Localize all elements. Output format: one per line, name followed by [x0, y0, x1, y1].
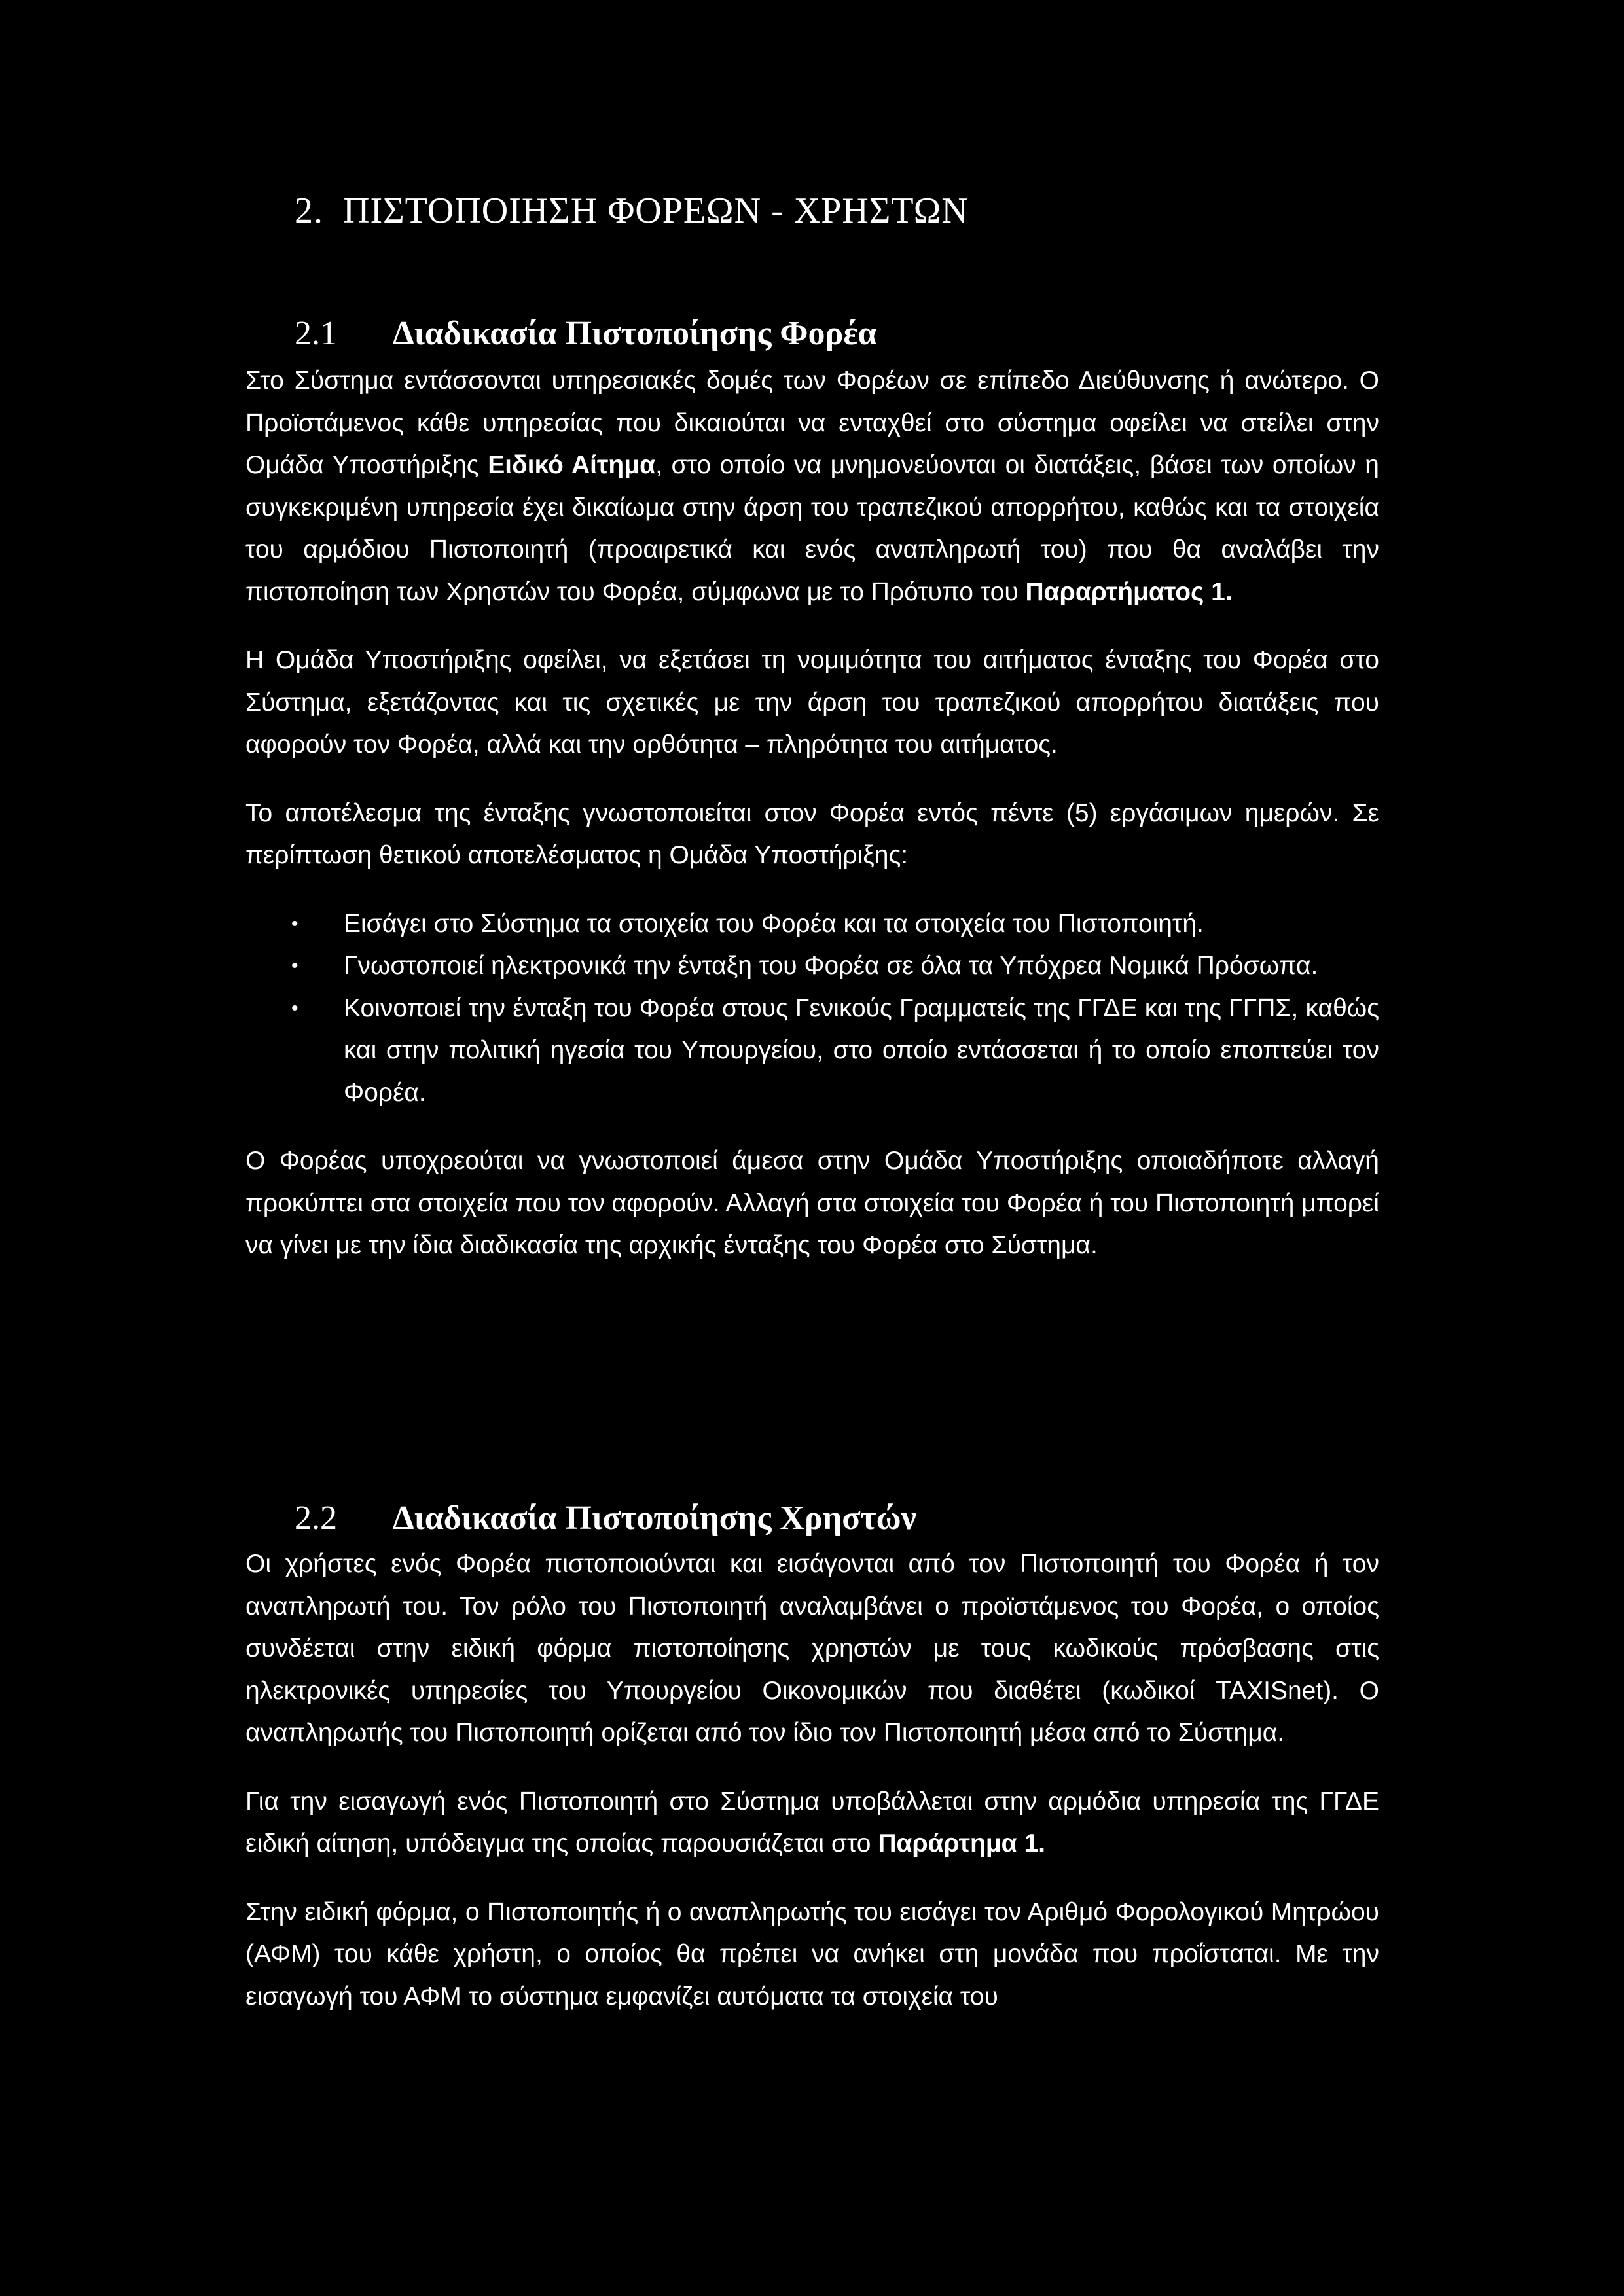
bold-text: Παραρτήματος 1. — [1025, 577, 1233, 606]
bold-text: Ειδικό Αίτημα — [488, 451, 656, 479]
paragraph: Για την εισαγωγή ενός Πιστοποιητή στο Σύστημα υποβάλλεται στην αρμόδια υπηρεσία της ΓΓΔΕ ειδική αίτηση, υπόδειγμα της οποίας παρουσιάζεται στο Παράρτημα 1. — [245, 1787, 1379, 1857]
list-item: • Γνωστοποιεί ηλεκτρονικά την ένταξη του Φορέα σε όλα τα Υπόχρεα Νομικά Πρόσωπα. — [245, 945, 1379, 988]
subsection-number: 2.1 — [295, 315, 337, 352]
subsection-heading-2-1 — [295, 314, 877, 353]
list-item: • Εισάγει στο Σύστημα τα στοιχεία του Φορέα και τα στοιχεία του Πιστοποιητή. — [245, 903, 1379, 946]
bullet-icon: • — [291, 955, 298, 977]
list-item: • Κοινοποιεί την ένταξη του Φορέα στους Γενικούς Γραμματείς της ΓΓΔΕ και της ΓΓΠΣ, καθώς και στην πολιτική ηγεσία του Υπουργείου, στο οποίο εντάσσεται ή το οποίο εποπτεύει τον Φορέα. — [245, 988, 1379, 1115]
paragraph: Το αποτέλεσμα της ένταξης γνωστοποιείται στον Φορέα εντός πέντε (5) εργάσιμων ημερών. Σε περίπτωση θετικού αποτελέσματος η Ομάδα Υποστήριξης: — [245, 798, 1379, 869]
paragraph: Η Ομάδα Υποστήριξης οφείλει, να εξετάσει τη νομιμότητα του αιτήματος ένταξης του Φορέα στο Σύστημα, εξετάζοντας και τις σχετικές με την άρση του τραπεζικού απορρήτου διατάξεις που αφορούν τον Φορέα, αλλά και την ορθότητα – πληρότητα του αιτήματος. — [245, 646, 1379, 759]
subsection-title: Διαδικασία Πιστοποίησης Φορέα — [393, 315, 877, 352]
subsection-2-2-body — [245, 1543, 1379, 2018]
section-title: ΠΙΣΤΟΠΟΙΗΣΗ ΦΟΡΕΩΝ - ΧΡΗΣΤΩΝ — [343, 190, 969, 231]
bullet-list — [245, 903, 1379, 1115]
section-number: 2. — [295, 190, 323, 231]
subsection-title: Διαδικασία Πιστοποίησης Χρηστών — [393, 1499, 916, 1537]
subsection-heading-2-2 — [295, 1499, 916, 1537]
subsection-2-1-body — [245, 360, 1379, 1267]
paragraph: Ο Φορέας υποχρεούται να γνωστοποιεί άμεσα στην Ομάδα Υποστήριξης οποιαδήποτε αλλαγή προκύπτει στα στοιχεία που τον αφορούν. Αλλαγή στα στοιχεία του Φορέα ή του Πιστοποιητή μπορεί να γίνει με την ίδια διαδικασία της αρχικής ένταξης του Φορέα στο Σύστημα. — [245, 1147, 1379, 1259]
section-heading-2 — [295, 190, 969, 232]
bullet-icon: • — [291, 912, 298, 935]
subsection-number: 2.2 — [295, 1499, 337, 1537]
bullet-icon: • — [291, 997, 298, 1019]
paragraph: Στο Σύστημα εντάσσονται υπηρεσιακές δομές των Φορέων σε επίπεδο Διεύθυνσης ή ανώτερο. Ο Προϊστάμενος κάθε υπηρεσίας που δικαιούται να ενταχθεί στο σύστημα οφείλει να στείλει στην Ομάδα Υποστήριξης Ειδικό Αίτημα, στο οποίο να μνημονεύονται οι διατάξεις, βάσει των οποίων η συγκεκριμένη υπηρεσία έχει δικαίωμα στην άρση του τραπεζικού απορρήτου, καθώς και τα στοιχεία του αρμόδιου Πιστοποιητή (προαιρετικά και ενός αναπληρωτή του) που θα αναλάβει την πιστοποίηση των Χρηστών του Φορέα, σύμφωνα με το Πρότυπο του Παραρτήματος 1. — [245, 367, 1379, 606]
paragraph: Οι χρήστες ενός Φορέα πιστοποιούνται και εισάγονται από τον Πιστοποιητή του Φορέα ή τον αναπληρωτή του. Τον ρόλο του Πιστοποιητή αναλαμβάνει ο προϊστάμενος του Φορέα, ο οποίος συνδέεται στην ειδική φόρμα πιστοποίησης χρηστών με τους κωδικούς πρόσβασης στις ηλεκτρονικές υπηρεσίες του Υπουργείου Οικονομικών που διαθέτει (κωδικοί TAXISnet). Ο αναπληρωτής του Πιστοποιητή ορίζεται από τον ίδιο τον Πιστοποιητή μέσα από το Σύστημα. — [245, 1550, 1379, 1747]
bold-text: Παράρτημα 1. — [878, 1829, 1046, 1857]
paragraph: Στην ειδική φόρμα, ο Πιστοποιητής ή ο αναπληρωτής του εισάγει τον Αριθμό Φορολογικού Μητρώου (ΑΦΜ) του κάθε χρήστη, ο οποίος θα πρέπει να ανήκει στη μονάδα που προΐσταται. Με την εισαγωγή του ΑΦΜ το σύστημα εμφανίζει αυτόματα τα στοιχεία του — [245, 1897, 1379, 2011]
